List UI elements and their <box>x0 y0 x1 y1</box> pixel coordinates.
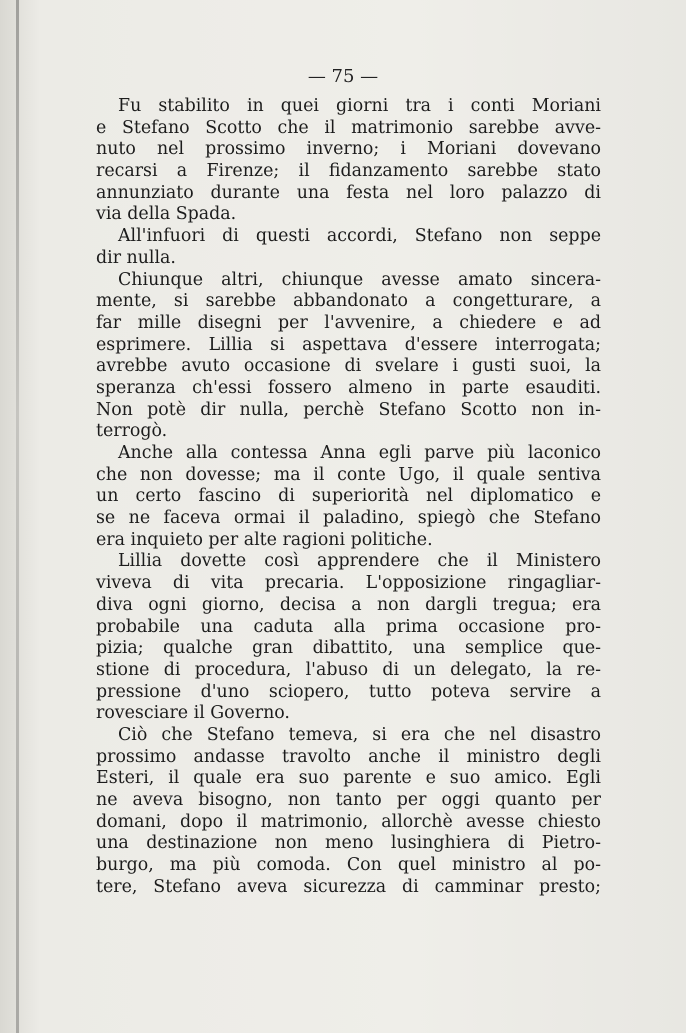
text-line: burgo, ma più comoda. Con quel ministro al po- <box>96 855 601 876</box>
text-line: era inquieto per alte ragioni politiche. <box>96 529 433 550</box>
text-line: probabile una caduta alla prima occasione pro- <box>96 616 601 637</box>
text-line: speranza ch'essi fossero almeno in parte esauditi. <box>96 377 601 398</box>
text-line: che non dovesse; ma il conte Ugo, il quale sentiva <box>96 464 601 485</box>
text-line: prossimo andasse travolto anche il ministro degli <box>96 746 601 767</box>
text-line: Lillia dovette così apprendere che il Ministero <box>118 551 601 572</box>
text-line: avrebbe avuto occasione di svelare i gusti suoi, la <box>96 356 601 377</box>
text-line: rovesciare il Governo. <box>96 703 290 724</box>
text-line: Ciò che Stefano temeva, si era che nel disastro <box>118 724 601 745</box>
page-gutter-shadow <box>16 0 19 1033</box>
page-number: — 75 — <box>307 66 379 87</box>
text-line: mente, si sarebbe abbandonato a congetturare, a <box>96 291 601 312</box>
text-line: recarsi a Firenze; il fidanzamento sarebbe stato <box>96 161 601 182</box>
text-line: Fu stabilito in quei giorni tra i conti Moriani <box>118 96 601 116</box>
text-line: tere, Stefano aveva sicurezza di camminar presto; <box>96 876 601 897</box>
text-line: pressione d'uno sciopero, tutto poteva servire a <box>96 681 601 702</box>
text-line: far mille disegni per l'avvenire, a chiedere e ad <box>96 312 601 333</box>
text-line: Chiunque altri, chiunque avesse amato sincera- <box>118 269 601 290</box>
text-line: via della Spada. <box>96 204 237 225</box>
text-line: esprimere. Lillia si aspettava d'essere interrogata; <box>96 334 601 355</box>
text-line: un certo fascino di superiorità nel diplomatico e <box>96 486 601 507</box>
text-line: Non potè dir nulla, perchè Stefano Scotto non in- <box>96 399 601 420</box>
text-line: viveva di vita precaria. L'opposizione ringagliar- <box>96 573 601 594</box>
text-line: dir nulla. <box>96 247 176 268</box>
text-line: diva ogni giorno, decisa a non dargli tregua; era <box>96 594 601 615</box>
text-line: pizia; qualche gran dibattito, una semplice que- <box>96 638 601 659</box>
text-line: All'infuori di questi accordi, Stefano non seppe <box>118 226 601 247</box>
text-line: Anche alla contessa Anna egli parve più laconico <box>118 443 601 463</box>
text-line: nuto nel prossimo inverno; i Moriani dovevano <box>96 139 601 160</box>
text-line: stione di procedura, l'abuso di un delegato, la re- <box>96 659 601 680</box>
text-line: ne aveva bisogno, non tanto per oggi quanto per <box>96 790 601 810</box>
text-line: Esteri, il quale era suo parente e suo amico. Egli <box>96 768 601 789</box>
text-line: una destinazione non meno lusinghiera di Pietro- <box>96 833 601 854</box>
text-line: terrogò. <box>96 421 168 442</box>
text-line: e Stefano Scotto che il matrimonio sarebbe avve- <box>96 117 601 138</box>
text-line: se ne faceva ormai il paladino, spiegò che Stefano <box>96 508 601 529</box>
body-text <box>96 96 601 898</box>
text-line: annunziato durante una festa nel loro palazzo di <box>96 182 601 203</box>
text-line: domani, dopo il matrimonio, allorchè avesse chiesto <box>96 811 601 832</box>
